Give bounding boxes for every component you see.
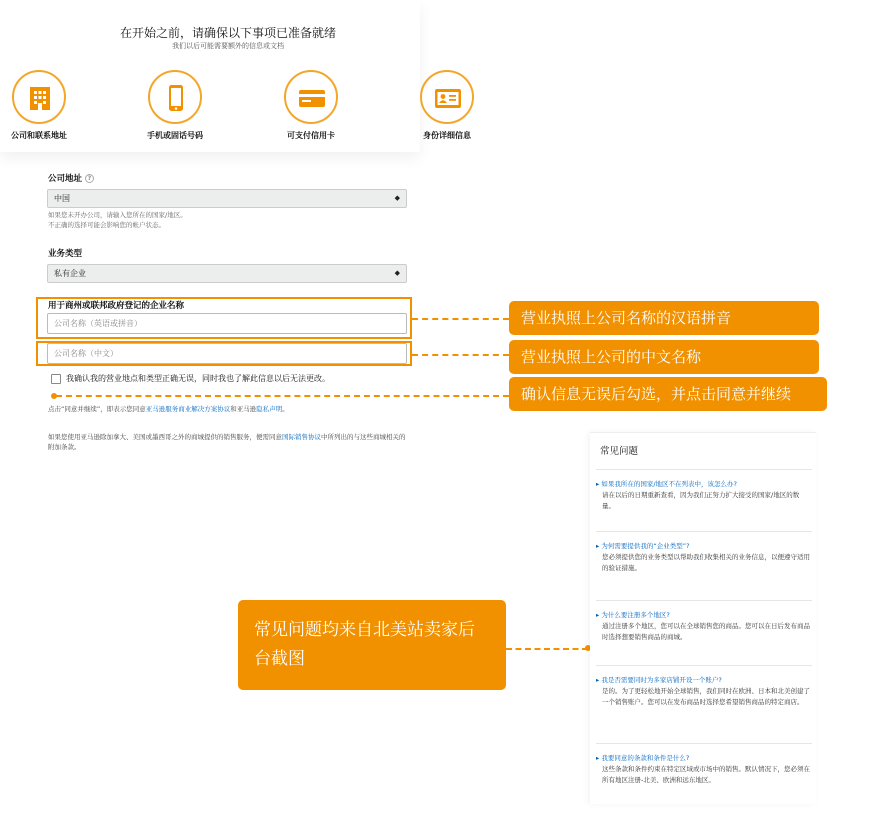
- company-name-pinyin-input[interactable]: 公司名称（英语或拼音）: [47, 313, 407, 334]
- phone-icon: [148, 70, 202, 124]
- faq-item: [596, 531, 812, 574]
- prep-item-id: 身份详细信息: [423, 131, 471, 140]
- faq-item: [596, 743, 812, 786]
- chinese-connector: [412, 354, 509, 356]
- select-arrow-icon: ◆: [394, 269, 400, 277]
- prep-item-card: 可支付信用卡: [287, 131, 335, 140]
- agree-text: 点击“同意并继续”，即表示您同意亚马逊服务商业解决方案协议和亚马逊隐私声明。: [48, 405, 289, 413]
- chinese-callout: 营业执照上公司的中文名称: [509, 340, 819, 374]
- faq-answer: 您必须提供您的业务类型以帮助我们收集相关的业务信息，以便遵守适用的验证措施。: [602, 553, 810, 572]
- country-select[interactable]: 中国 ◆: [47, 189, 407, 208]
- tax-text: 如果您使用亚马逊除加拿大、美国或墨西哥之外的商城提供的销售服务，便需同意国际销售协议中所列出的与这些商城相关的附加条款。: [48, 433, 406, 451]
- confirm-connector: [56, 395, 509, 397]
- faq-callout: 常见问题均来自北美站卖家后台截图: [238, 600, 506, 690]
- business-agreement-link[interactable]: 亚马逊服务商业解决方案协议: [145, 405, 231, 413]
- faq-answer: 通过注册多个地区，您可以在全球销售您的商品。您可以在日后发布商品时选择想要销售商品的商城。: [602, 622, 810, 641]
- faq-title: 常见问题: [600, 446, 639, 457]
- faq-question[interactable]: ▸ 为什么要注册多个地区?: [596, 611, 670, 619]
- company-name-chinese-input[interactable]: 公司名称（中文）: [47, 343, 407, 364]
- building-icon: [12, 70, 66, 124]
- faq-answer: 请在以后的日期重新查看，因为我们正努力扩大接受的国家/地区的数量。: [602, 491, 800, 510]
- faq-item: [596, 665, 812, 708]
- confirm-text: 我确认我的营业地点和类型正确无误，同时我也了解此信息以后无法更改。: [66, 374, 330, 383]
- address-label: 公司地址 ?: [48, 172, 94, 184]
- faq-question[interactable]: ▸ 我要同意的条款和条件是什么?: [596, 754, 690, 762]
- prep-item-address: 公司和联系地址: [11, 131, 67, 140]
- prep-subtitle: 我们以后可能需要额外的信息或文档: [172, 42, 284, 50]
- pinyin-connector: [412, 318, 509, 320]
- faq-answer: 是的。为了更轻松地开始全球销售，我们同时在欧洲、日本和北美创建了一个销售账户。您可以在发布商品时选择您希望销售商品的特定商店。: [602, 687, 810, 706]
- faq-panel: [590, 432, 816, 804]
- privacy-link[interactable]: 隐私声明: [256, 405, 283, 413]
- confirm-checkbox[interactable]: [51, 374, 61, 384]
- faq-question[interactable]: ▸ 我是否需要同时为多家店铺开设一个账户?: [596, 676, 722, 684]
- prep-title: 在开始之前，请确保以下事项已准备就绪: [119, 26, 336, 40]
- select-arrow-icon: ◆: [394, 194, 400, 202]
- intl-sales-link[interactable]: 国际销售协议: [282, 433, 321, 441]
- faq-item: [596, 600, 812, 643]
- business-type-select[interactable]: 私有企业 ◆: [47, 264, 407, 283]
- id-card-icon: [420, 70, 474, 124]
- credit-card-icon: [284, 70, 338, 124]
- faq-connector: [506, 648, 588, 650]
- help-icon[interactable]: ?: [85, 174, 94, 183]
- faq-answer: 这些条款和条件约束在特定区域或市场中的销售。默认情况下，您必须在所有地区注册-北美、欧洲和远东地区。: [602, 765, 810, 784]
- faq-item: [596, 469, 812, 512]
- country-hint-2: 不正确的选择可能会影响您的帐户状态。: [48, 221, 165, 229]
- faq-question[interactable]: ▸ 如果我所在的国家/地区不在列表中，该怎么办?: [596, 480, 737, 488]
- country-hint-1: 如果您未开办公司，请输入您所在的国家/地区。: [48, 211, 187, 219]
- company-name-label: 用于商州或联邦政府登记的企业名称: [48, 301, 185, 311]
- faq-question[interactable]: ▸ 为何需要提供我的“企业类型”?: [596, 542, 690, 550]
- pinyin-callout: 营业执照上公司名称的汉语拼音: [509, 301, 819, 335]
- business-type-label: 业务类型: [48, 249, 83, 259]
- prep-item-phone: 手机或固话号码: [147, 131, 203, 140]
- confirm-callout: 确认信息无误后勾选，并点击同意并继续: [509, 377, 827, 411]
